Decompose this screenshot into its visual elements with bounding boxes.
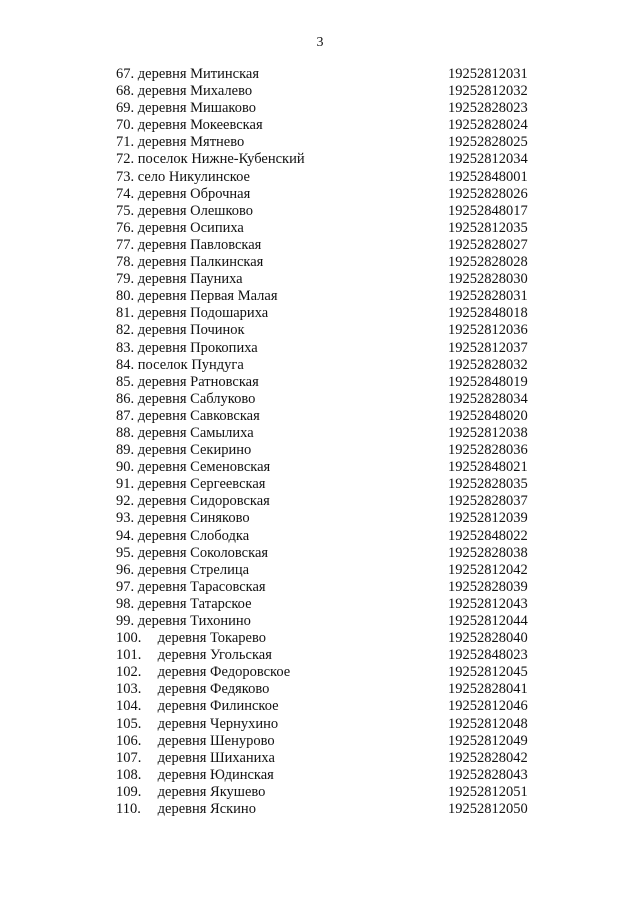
item-number: 90.: [116, 459, 135, 476]
settlement-label: деревня Митинская: [137, 66, 260, 82]
item-number: 84.: [116, 356, 135, 373]
settlement-name: [116, 100, 256, 117]
oktmo-code: 19252828039: [448, 578, 528, 595]
item-number: 78.: [116, 254, 135, 271]
oktmo-code: 19252812045: [448, 664, 528, 681]
list-item: [116, 681, 536, 698]
list-item: [116, 340, 536, 357]
settlement-label: деревня Соколовская: [137, 544, 269, 561]
oktmo-code: 19252812031: [448, 66, 528, 82]
settlement-label: деревня Татарское: [137, 595, 252, 612]
settlement-label: деревня Пауниха: [137, 271, 243, 288]
oktmo-code: 19252828026: [448, 185, 528, 202]
settlement-name: [116, 271, 243, 288]
settlement-label: деревня Слободка: [137, 527, 250, 544]
list-item: [116, 750, 536, 767]
list-item: [116, 647, 536, 664]
item-number: 71.: [116, 134, 135, 151]
oktmo-code: 19252848020: [448, 407, 528, 424]
settlement-name: [116, 459, 270, 476]
oktmo-code: 19252812049: [448, 732, 528, 749]
page-number: 3: [316, 35, 324, 50]
oktmo-code: 19252812037: [448, 339, 528, 356]
item-number: 108.: [116, 766, 142, 783]
oktmo-code: 19252828031: [448, 288, 528, 305]
list-item: [116, 100, 536, 117]
settlement-name: [116, 698, 279, 715]
list-item: [116, 613, 536, 630]
item-number: 88.: [116, 424, 135, 441]
oktmo-code: 19252828024: [448, 117, 528, 134]
list-item: [116, 425, 536, 442]
settlement-label: деревня Угольская: [157, 647, 272, 664]
oktmo-code: 19252828025: [448, 134, 528, 151]
item-number: 102.: [116, 664, 142, 681]
item-number: 89.: [116, 442, 135, 459]
item-number: 85.: [116, 373, 135, 390]
oktmo-code: 19252828040: [448, 630, 528, 647]
settlement-name: [116, 391, 255, 408]
settlement-label: деревня Первая Малая: [137, 288, 278, 305]
settlement-label: деревня Секирино: [137, 442, 252, 459]
list-item: [116, 66, 536, 83]
list-item: [116, 698, 536, 715]
settlement-label: деревня Палкинская: [137, 254, 264, 271]
settlement-label: деревня Яскино: [157, 801, 256, 818]
list-item: [116, 528, 536, 545]
settlement-name: [116, 340, 258, 357]
list-item: [116, 733, 536, 750]
settlement-label: деревня Чернухино: [157, 715, 279, 732]
oktmo-code: 19252828035: [448, 476, 528, 493]
settlement-label: деревня Саблуково: [137, 390, 256, 407]
settlement-label: деревня Семеновская: [137, 459, 271, 476]
settlement-label: деревня Павловская: [137, 236, 262, 253]
list-item: [116, 664, 536, 681]
settlement-name: [116, 203, 253, 220]
list-item: [116, 391, 536, 408]
settlement-label: деревня Оброчная: [137, 185, 251, 202]
oktmo-code: 19252812044: [448, 613, 528, 629]
settlement-name: [116, 579, 266, 596]
settlement-name: [116, 801, 256, 818]
settlement-name: [116, 134, 244, 151]
settlement-name: [116, 117, 263, 134]
list-item: [116, 408, 536, 425]
list-item: [116, 254, 536, 271]
item-number: 70.: [116, 117, 135, 134]
list-item: [116, 510, 536, 527]
settlement-label: деревня Ратновская: [137, 373, 259, 390]
list-item: [116, 596, 536, 613]
settlement-name: [116, 442, 251, 459]
settlement-label: село Никулинское: [137, 168, 250, 185]
settlement-name: [116, 305, 268, 322]
oktmo-code: 19252828030: [448, 271, 528, 288]
list-item: [116, 83, 536, 100]
settlement-label: деревня Прокопиха: [137, 339, 258, 356]
list-item: [116, 767, 536, 784]
oktmo-code: 19252812039: [448, 510, 528, 527]
settlement-name: [116, 493, 270, 510]
settlement-label: деревня Шиханиха: [157, 749, 275, 766]
item-number: 92.: [116, 493, 135, 510]
item-number: 76.: [116, 219, 135, 236]
settlement-label: деревня Стрелица: [137, 561, 250, 578]
settlement-name: [116, 186, 250, 203]
oktmo-code: 19252828042: [448, 749, 528, 766]
item-number: 81.: [116, 305, 135, 322]
item-number: 98.: [116, 595, 135, 612]
item-number: 105.: [116, 715, 142, 732]
oktmo-code: 19252828032: [448, 356, 528, 373]
settlement-label: деревня Подошариха: [137, 305, 269, 322]
oktmo-code: 19252828037: [448, 493, 528, 510]
settlement-name: [116, 681, 269, 698]
settlement-name: [116, 510, 250, 527]
oktmo-code: 19252812032: [448, 83, 528, 100]
settlement-name: [116, 288, 278, 305]
list-item: [116, 169, 536, 186]
oktmo-code: 19252848021: [448, 459, 528, 476]
list-item: [116, 305, 536, 322]
oktmo-code: 19252848017: [448, 202, 528, 219]
list-item: [116, 288, 536, 305]
settlement-name: [116, 664, 290, 681]
item-number: 91.: [116, 476, 135, 493]
settlement-label: деревня Якушево: [157, 783, 266, 800]
oktmo-code: 19252828034: [448, 390, 528, 407]
oktmo-code: 19252812050: [448, 801, 528, 818]
settlement-name: [116, 528, 249, 545]
settlement-label: деревня Юдинская: [157, 766, 274, 783]
list-item: [116, 117, 536, 134]
oktmo-code: 19252812042: [448, 561, 528, 578]
settlement-name: [116, 83, 252, 100]
oktmo-code: 19252812048: [448, 715, 528, 732]
settlement-name: [116, 647, 272, 664]
item-number: 79.: [116, 271, 135, 288]
oktmo-code: 19252848019: [448, 373, 528, 390]
settlement-label: деревня Тихонино: [137, 613, 251, 629]
settlement-name: [116, 613, 251, 630]
list-item: [116, 271, 536, 288]
item-number: 80.: [116, 288, 135, 305]
oktmo-code: 19252828043: [448, 766, 528, 783]
settlement-label: деревня Осипиха: [137, 219, 244, 236]
oktmo-code: 19252848018: [448, 305, 528, 322]
item-number: 77.: [116, 236, 135, 253]
settlement-name: [116, 596, 252, 613]
list-item: [116, 134, 536, 151]
item-number: 82.: [116, 322, 135, 339]
settlement-label: деревня Михалево: [137, 83, 253, 100]
settlement-name: [116, 220, 244, 237]
list-item: [116, 357, 536, 374]
settlement-label: деревня Синяково: [137, 510, 250, 527]
settlement-label: деревня Федоровское: [157, 664, 291, 681]
oktmo-code: 19252828027: [448, 236, 528, 253]
item-number: 96.: [116, 561, 135, 578]
settlement-name: [116, 408, 260, 425]
settlement-name: [116, 476, 265, 493]
item-number: 67.: [116, 66, 135, 82]
oktmo-code: 19252828041: [448, 681, 528, 698]
settlement-name: [116, 767, 274, 784]
item-number: 107.: [116, 749, 142, 766]
settlement-label: деревня Федяково: [157, 681, 270, 698]
list-item: [116, 579, 536, 596]
item-number: 87.: [116, 407, 135, 424]
oktmo-code: 19252848022: [448, 527, 528, 544]
settlement-label: деревня Олешково: [137, 202, 254, 219]
oktmo-code: 19252828038: [448, 544, 528, 561]
item-number: 94.: [116, 527, 135, 544]
list-item: [116, 562, 536, 579]
item-number: 86.: [116, 390, 135, 407]
list-item: [116, 374, 536, 391]
item-number: 110.: [116, 801, 141, 818]
list-item: [116, 237, 536, 254]
settlement-name: [116, 716, 278, 733]
oktmo-code: 19252812035: [448, 219, 528, 236]
oktmo-code: 19252812036: [448, 322, 528, 339]
item-number: 100.: [116, 630, 142, 647]
list-item: [116, 151, 536, 168]
oktmo-code: 19252812043: [448, 595, 528, 612]
item-number: 99.: [116, 613, 135, 629]
settlement-name: [116, 254, 263, 271]
settlement-label: деревня Тарасовская: [137, 578, 266, 595]
settlement-label: деревня Мишаково: [137, 100, 256, 117]
list-item: [116, 220, 536, 237]
oktmo-code: 19252812038: [448, 424, 528, 441]
list-item: [116, 203, 536, 220]
settlement-label: поселок Нижне-Кубенский: [137, 151, 305, 168]
list-item: [116, 459, 536, 476]
settlement-label: поселок Пундуга: [137, 356, 244, 373]
settlement-label: деревня Сидоровская: [137, 493, 270, 510]
oktmo-code: 19252812051: [448, 783, 528, 800]
settlement-name: [116, 151, 305, 168]
list-item: [116, 442, 536, 459]
list-item: [116, 545, 536, 562]
settlement-name: [116, 784, 265, 801]
oktmo-code: 19252828028: [448, 254, 528, 271]
oktmo-code: 19252848023: [448, 647, 528, 664]
settlement-label: деревня Токарево: [157, 630, 266, 647]
settlement-list: [116, 66, 536, 818]
list-item: [116, 186, 536, 203]
settlement-name: [116, 357, 244, 374]
list-item: [116, 801, 536, 818]
settlement-name: [116, 66, 259, 83]
oktmo-code: 19252812046: [448, 698, 528, 715]
item-number: 97.: [116, 578, 135, 595]
item-number: 69.: [116, 100, 135, 117]
list-item: [116, 476, 536, 493]
settlement-name: [116, 750, 275, 767]
settlement-label: деревня Филинское: [157, 698, 279, 715]
oktmo-code: 19252828036: [448, 442, 528, 459]
settlement-label: деревня Сергеевская: [137, 476, 266, 493]
item-number: 93.: [116, 510, 135, 527]
settlement-name: [116, 733, 275, 750]
item-number: 83.: [116, 339, 135, 356]
item-number: 101.: [116, 647, 142, 664]
settlement-name: [116, 425, 254, 442]
oktmo-code: 19252828023: [448, 100, 528, 117]
list-item: [116, 784, 536, 801]
list-item: [116, 493, 536, 510]
list-item: [116, 630, 536, 647]
settlement-name: [116, 374, 259, 391]
settlement-label: деревня Мятнево: [137, 134, 245, 151]
item-number: 73.: [116, 168, 135, 185]
item-number: 75.: [116, 202, 135, 219]
settlement-name: [116, 562, 249, 579]
item-number: 103.: [116, 681, 142, 698]
settlement-name: [116, 169, 250, 186]
settlement-name: [116, 237, 261, 254]
settlement-label: деревня Починок: [137, 322, 245, 339]
settlement-label: деревня Самылиха: [137, 424, 254, 441]
list-item: [116, 716, 536, 733]
list-item: [116, 322, 536, 339]
oktmo-code: 19252848001: [448, 168, 528, 185]
item-number: 106.: [116, 732, 142, 749]
settlement-label: деревня Мокеевская: [137, 117, 263, 134]
settlement-name: [116, 630, 266, 647]
settlement-label: деревня Савковская: [137, 407, 260, 424]
item-number: 72.: [116, 151, 135, 168]
settlement-name: [116, 545, 268, 562]
item-number: 68.: [116, 83, 135, 100]
item-number: 95.: [116, 544, 135, 561]
item-number: 104.: [116, 698, 142, 715]
settlement-label: деревня Шенурово: [157, 732, 275, 749]
oktmo-code: 19252812034: [448, 151, 528, 168]
item-number: 74.: [116, 185, 135, 202]
settlement-name: [116, 322, 245, 339]
item-number: 109.: [116, 783, 142, 800]
